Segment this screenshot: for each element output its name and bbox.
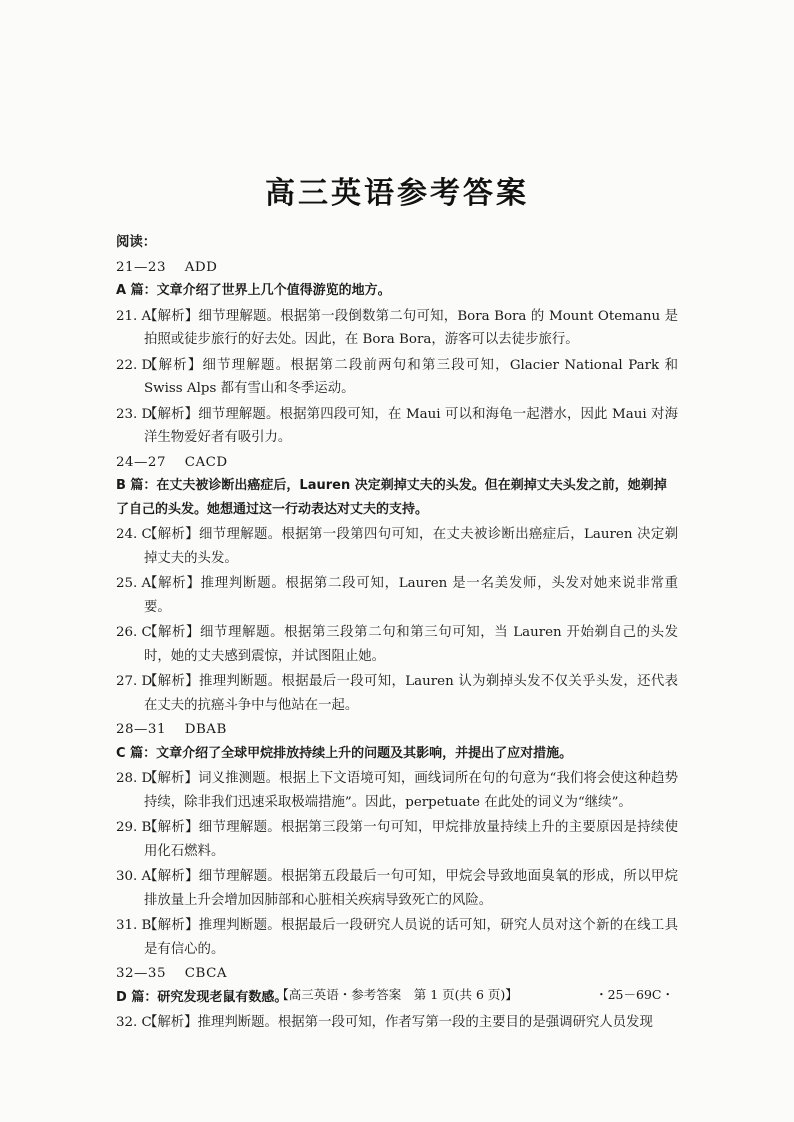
range-answers: ADD	[184, 259, 218, 275]
range-numbers: 28—31	[116, 722, 166, 737]
answer-item	[116, 354, 678, 401]
answer-item	[116, 572, 678, 619]
range-answers: DBAB	[184, 722, 227, 737]
range-numbers: 24—27	[116, 454, 166, 470]
answer-item	[116, 865, 678, 912]
passage-summary: A 篇：文章介绍了世界上几个值得游览的地方。	[116, 283, 391, 298]
answer-number: 30. A	[116, 869, 152, 884]
answer-number: 31. B	[116, 918, 152, 933]
answer-range	[116, 256, 678, 280]
answer-number: 23. D	[116, 406, 153, 422]
answer-explanation: 【解析】推理判断题。根据第一段可知，作者写第一段的主要目的是强调研究人员发现	[144, 1015, 653, 1030]
answer-item	[116, 816, 678, 863]
range-answers: CBCA	[184, 966, 227, 981]
answer-item	[116, 1011, 678, 1035]
answer-range	[116, 962, 678, 986]
passage-summary: B 篇：在丈夫被诊断出癌症后，Lauren 决定剃掉丈夫的头发。但在剃掉丈夫头发之前，她剃掉了自己的头发。她想通过这一行动表达对丈夫的支持。	[116, 478, 667, 517]
answer-item	[116, 767, 678, 814]
answer-explanation: 【解析】细节理解题。根据第四段可知，在 Maui 可以和海龟一起潜水，因此 Maui 对海洋生物爱好者有吸引力。	[144, 406, 678, 445]
answer-item	[116, 305, 678, 352]
answer-item	[116, 914, 678, 961]
answer-explanation: 【解析】细节理解题。根据第三段第二句和第三句可知，当 Lauren 开始剃自己的头发时，她的丈夫感到震惊，并试图阻止她。	[144, 625, 678, 664]
answer-explanation: 【解析】推理判断题。根据最后一段可知，Lauren 认为剃掉头发不仅关乎头发，还代表在丈夫的抗癌斗争中与他站在一起。	[144, 674, 678, 713]
answer-item	[116, 403, 678, 450]
answer-explanation: 【解析】推理判断题。根据第二段可知，Lauren 是一名美发师，头发对她来说非常重要。	[144, 576, 678, 615]
answer-item	[116, 621, 678, 668]
range-answers: CACD	[184, 454, 228, 470]
passage-summary: D 篇：研究发现老鼠有数感。	[116, 989, 288, 1005]
answer-content	[116, 230, 678, 1035]
answer-number: 22. D	[116, 357, 153, 373]
answer-explanation: 【解析】细节理解题。根据第三段第一句可知，甲烷排放量持续上升的主要原因是持续使用化石燃料。	[144, 820, 678, 859]
answer-range	[116, 718, 678, 742]
footer-exam-code: ・25－69C・	[595, 987, 674, 1002]
answer-explanation: 【解析】细节理解题。根据第一段倒数第二句可知，Bora Bora 的 Mount Otemanu 是拍照或徒步旅行的好去处。因此，在 Bora Bora，游客可以去徒步旅行。	[144, 308, 678, 347]
answer-number: 21. A	[116, 308, 152, 324]
answer-number: 32. C	[116, 1015, 152, 1030]
page-title: 高三英语参考答案	[265, 176, 529, 211]
answer-explanation: 【解析】细节理解题。根据第五段最后一句可知，甲烷会导致地面臭氧的形成，所以甲烷排放量上升会增加因肺部和心脏相关疾病导致死亡的风险。	[144, 869, 678, 908]
answer-number: 28. D	[116, 771, 153, 786]
answer-number: 29. B	[116, 820, 152, 835]
answer-number: 27. D	[116, 674, 153, 689]
footer-page-info: 【高三英语・参考答案 第 1 页(共 6 页)】	[276, 987, 518, 1002]
answer-number: 25. A	[116, 576, 152, 591]
answer-item	[116, 523, 678, 570]
reading-label: 阅读：	[116, 234, 157, 250]
answer-explanation: 【解析】推理判断题。根据最后一段研究人员说的话可知，研究人员对这个新的在线工具是有信心的。	[144, 918, 678, 957]
answer-number: 26. C	[116, 625, 152, 640]
answer-range	[116, 451, 678, 475]
answer-explanation: 【解析】细节理解题。根据第二段前两句和第三段可知，Glacier National Park 和 Swiss Alps 都有雪山和冬季运动。	[144, 357, 678, 396]
answer-item	[116, 670, 678, 717]
range-numbers: 32—35	[116, 966, 166, 981]
answer-explanation: 【解析】词义推测题。根据上下文语境可知，画线词所在句的句意为“我们将会使这种趋势持续，除非我们迅速采取极端措施”。因此，perpetuate 在此处的词义为“继续”。	[144, 771, 678, 810]
answer-explanation: 【解析】细节理解题。根据第一段第四句可知，在丈夫被诊断出癌症后，Lauren 决定剃掉丈夫的头发。	[144, 527, 678, 566]
range-numbers: 21—23	[116, 259, 166, 275]
passage-summary: C 篇：文章介绍了全球甲烷排放持续上升的问题及其影响，并提出了应对措施。	[116, 745, 573, 761]
answer-number: 24. C	[116, 527, 152, 542]
